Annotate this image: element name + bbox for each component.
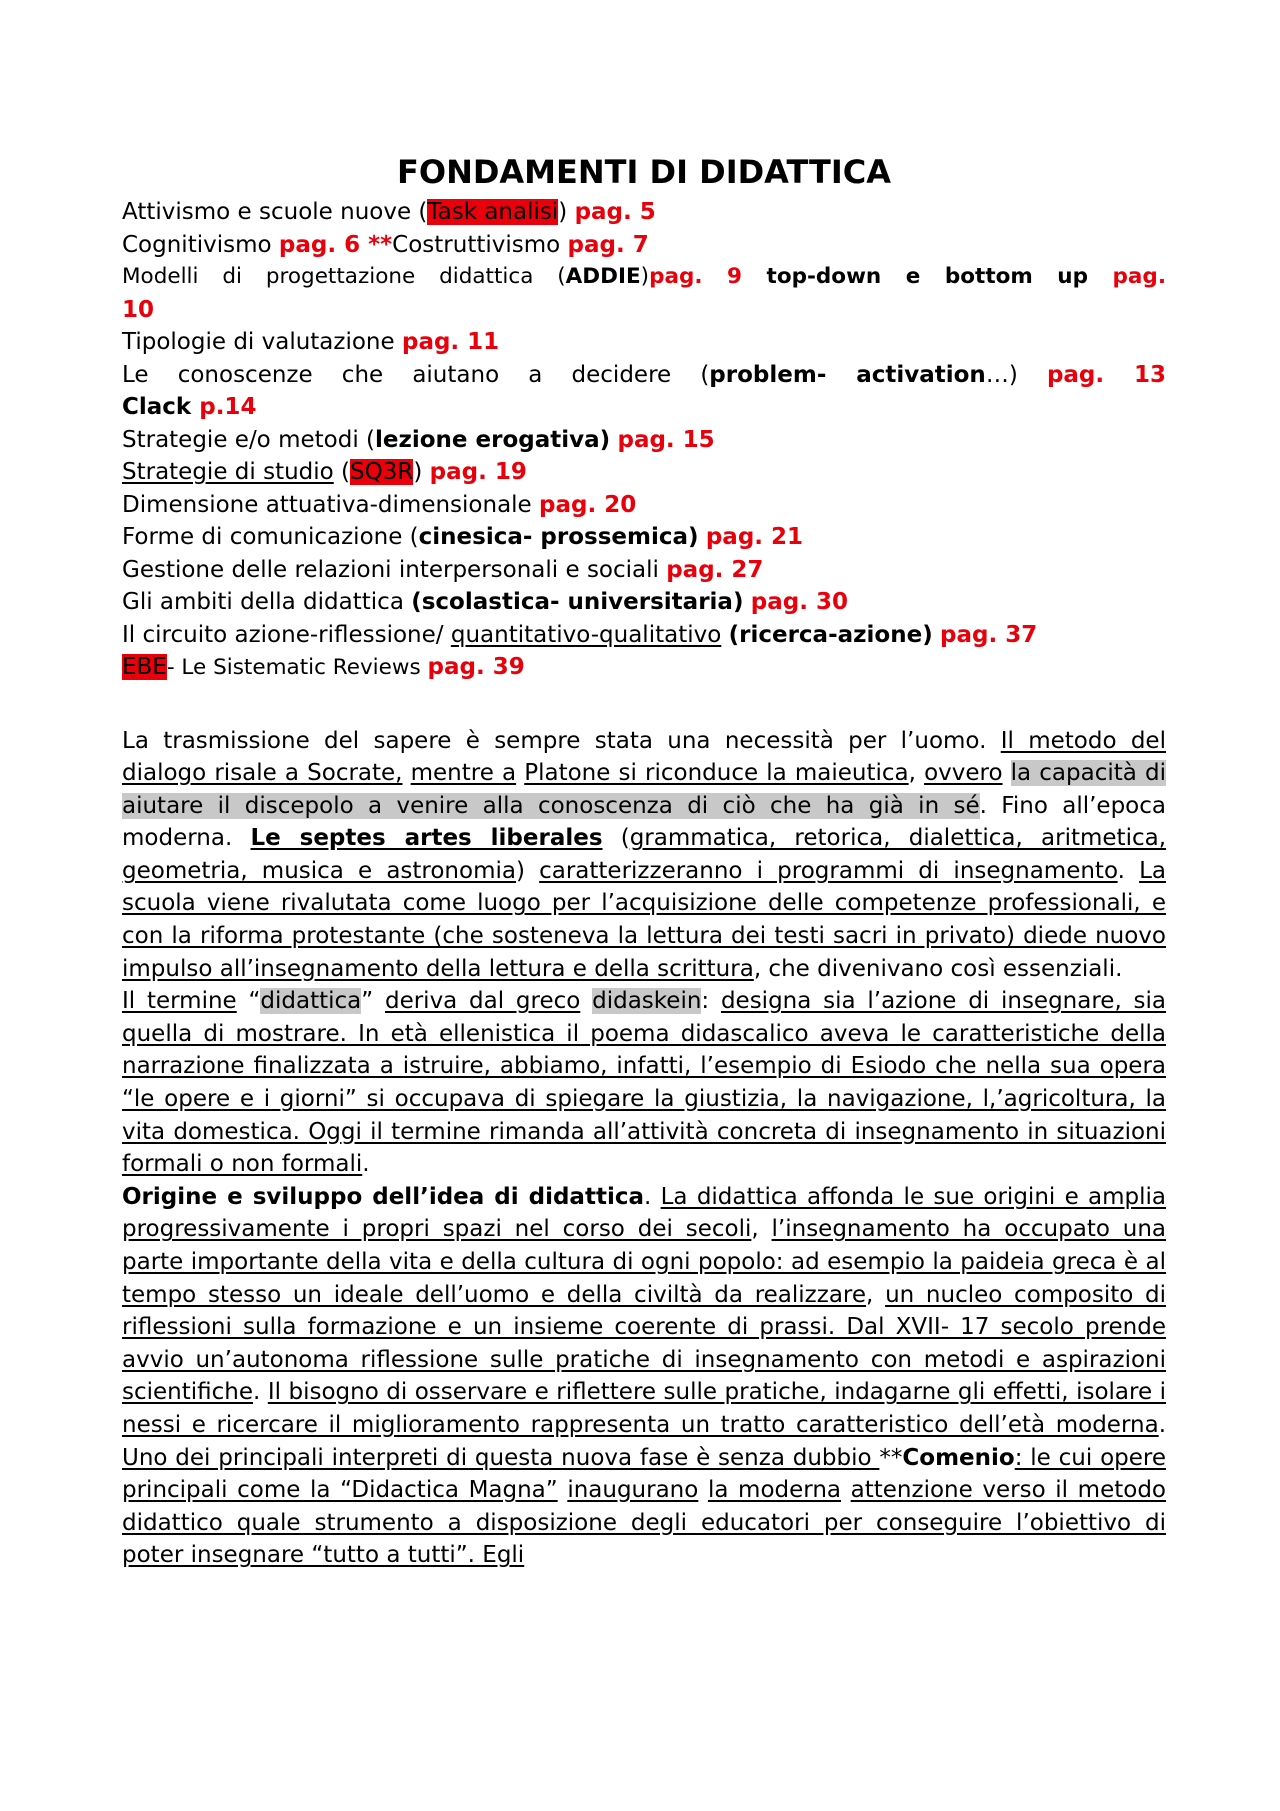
toc-item-conoscenze: Le conoscenze che aiutano a decidere (problem- activation…) pag. 13 [122, 361, 1166, 388]
page-ref: pag. 6 [278, 231, 361, 258]
toc-item-strategie-studio: Strategie di studio (SQ3R) pag. 19 [122, 459, 527, 485]
highlight-didaskein: didaskein [592, 988, 702, 1015]
page-ref: pag. 7 [567, 231, 649, 258]
page-ref: pag. 9 [649, 264, 743, 289]
page-ref: pag. 20 [539, 491, 637, 518]
document-page [122, 150, 1166, 1572]
page-ref: pag. 19 [429, 459, 527, 485]
highlight-task-analisi: Task analisi [427, 199, 559, 225]
page-ref: pag. 5 [574, 199, 656, 225]
page-ref: pag. 21 [705, 524, 804, 550]
toc-item-circuito: Il circuito azione-riflessione/ quantitativo-qualitativo (ricerca-azione) pag. 37 [122, 621, 1038, 648]
body-text [122, 725, 1166, 1572]
toc-item-ambiti: Gli ambiti della didattica (scolastica- universitaria) pag. 30 [122, 589, 848, 615]
page-ref: p.14 [199, 394, 257, 420]
toc-item-modelli-cont [122, 294, 1166, 327]
page-ref: pag. 13 [1046, 361, 1166, 388]
toc-item-comunicazione: Forme di comunicazione (cinesica- prossemica) pag. 21 [122, 524, 804, 550]
page-ref: pag. 11 [401, 329, 500, 355]
page-ref: pag. [1112, 264, 1166, 289]
paragraph-origine-sviluppo: Origine e sviluppo dell’idea di didattica. La didattica affonda le sue origini e amplia progressivamente i propri spazi nel corso dei secoli, l’insegnamento ha occupato una parte importante della vita e della cultura di ogni popolo: ad esempio la paideia greca è al tempo stesso un ideale dell’uomo e della civiltà da realizzare, un nucleo composito di riflessioni sulla formazione e un insieme coerente di prassi. Dal XVII- 17 secolo prende avvio un’autonoma riflessione sulle pratiche di insegnamento con metodi e aspirazioni scientifiche. Il bisogno di osservare e riflettere sulle pratiche, indagarne gli effetti, isolare i nessi e ricercare il miglioramento rappresenta un tratto caratteristico dell’età moderna. Uno dei principali interpreti di questa nuova fase è senza dubbio **Comenio: le cui opere principali come la “Didactica Magna” inaugurano la moderna attenzione verso il metodo didattico quale strumento a disposizione degli educatori per conseguire l’obiettivo di poter insegnare “tutto a tutti”. Egli [122, 1183, 1167, 1569]
table-of-contents [122, 196, 1166, 685]
toc-item-relazioni: Gestione delle relazioni interpersonali e sociali pag. 27 [122, 556, 764, 583]
toc-item-ebe: EBE- Le Sistematic Reviews pag. 39 [122, 654, 525, 680]
page-ref: pag. 39 [427, 654, 525, 680]
highlight-maieutica: la capacità di aiutare il discepolo a venire alla conoscenza di ciò che ha già in sé [122, 760, 1166, 819]
page-ref: 10 [122, 296, 155, 323]
paragraph-termine-didattica: Il termine “didattica” deriva dal greco didaskein: designa sia l’azione di insegnare, sia quella di mostrare. In età ellenistica il poema didascalico aveva le caratteristiche della narrazione finalizzata a istruire, abbiamo, infatti, l’esempio di Esiodo che nella sua opera “le opere e i giorni” si occupava di spiegare la giustizia, la navigazione, l,’agricoltura, la vita domestica. Oggi il termine rimanda all’attività concreta di insegnamento in situazioni formali o non formali. [122, 988, 1167, 1178]
highlight-didattica: didattica [260, 988, 362, 1015]
toc-item-cognitivismo: Cognitivismo pag. 6 **Costruttivismo pag. 7 [122, 231, 649, 258]
paragraph-trasmissione: La trasmissione del sapere è sempre stata una necessità per l’uomo. Il metodo del dialogo risale a Socrate, mentre a Platone si riconduce la maieutica, ovvero la capacità di aiutare il discepolo a venire alla conoscenza di ciò che ha già in sé. Fino all’epoca moderna. Le septes artes liberales (grammatica, retorica, dialettica, aritmetica, geometria, musica e astronomia) caratterizzeranno i programmi di insegnamento. La scuola viene rivalutata come luogo per l’acquisizione delle competenze professionali, e con la riforma protestante (che sosteneva la lettura dei testi sacri in privato) diede nuovo impulso all’insegnamento della lettura e della scrittura, che divenivano così essenziali. [122, 727, 1167, 982]
toc-item-clack: Clack p.14 [122, 394, 257, 420]
highlight-ebe: EBE [122, 654, 167, 680]
document-title: FONDAMENTI DI DIDATTICA [397, 153, 891, 191]
toc-item-attivismo: Attivismo e scuole nuove (Task analisi) pag. 5 [122, 199, 656, 225]
highlight-sq3r: SQ3R [350, 459, 414, 485]
page-ref: pag. 15 [617, 426, 715, 453]
toc-item-dimensione: Dimensione attuativa-dimensionale pag. 20 [122, 491, 637, 518]
toc-item-valutazione: Tipologie di valutazione pag. 11 [122, 329, 500, 355]
page-ref: pag. 30 [750, 589, 848, 615]
toc-item-strategie-metodi: Strategie e/o metodi (lezione erogativa) pag. 15 [122, 426, 715, 453]
page-ref: pag. 27 [666, 556, 764, 583]
page-ref: pag. 37 [940, 621, 1038, 648]
toc-item-modelli: Modelli di progettazione didattica (ADDIE)pag. 9 top-down e bottom up pag. [122, 264, 1166, 289]
